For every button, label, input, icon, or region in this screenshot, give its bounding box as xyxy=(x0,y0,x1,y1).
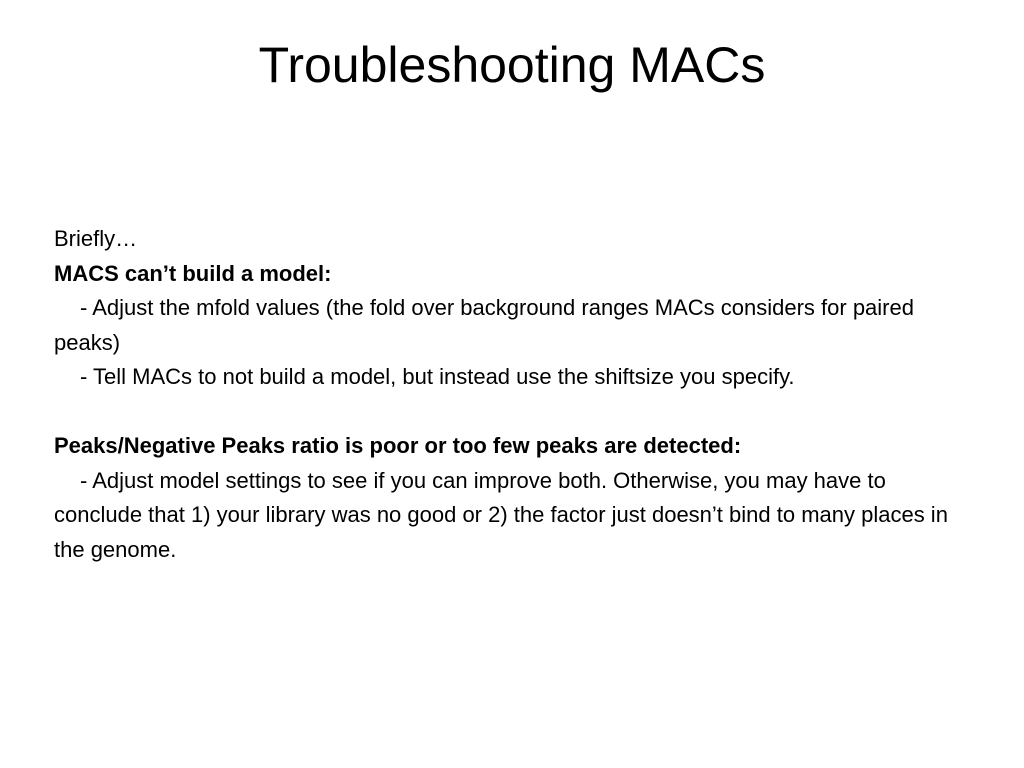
slide-title: Troubleshooting MACs xyxy=(258,37,766,93)
section-2-heading: Peaks/Negative Peaks ratio is poor or too few peaks are detected: xyxy=(54,433,742,458)
slide-body xyxy=(54,222,954,567)
section-1-bullet-2: - Tell MACs to not build a model, but instead use the shiftsize you specify. xyxy=(80,364,795,389)
section-1-bullet-1: - Adjust the mfold values (the fold over background ranges MACs considers for paired peaks) xyxy=(54,295,914,355)
section-2-bullet-1: - Adjust model settings to see if you can improve both. Otherwise, you may have to conclude that 1) your library was no good or 2) the factor just doesn’t bind to many places in the genome. xyxy=(54,467,948,562)
section-1-heading: MACS can’t build a model: xyxy=(54,260,332,286)
intro-text: Briefly… xyxy=(54,226,138,251)
spacer xyxy=(54,395,954,430)
